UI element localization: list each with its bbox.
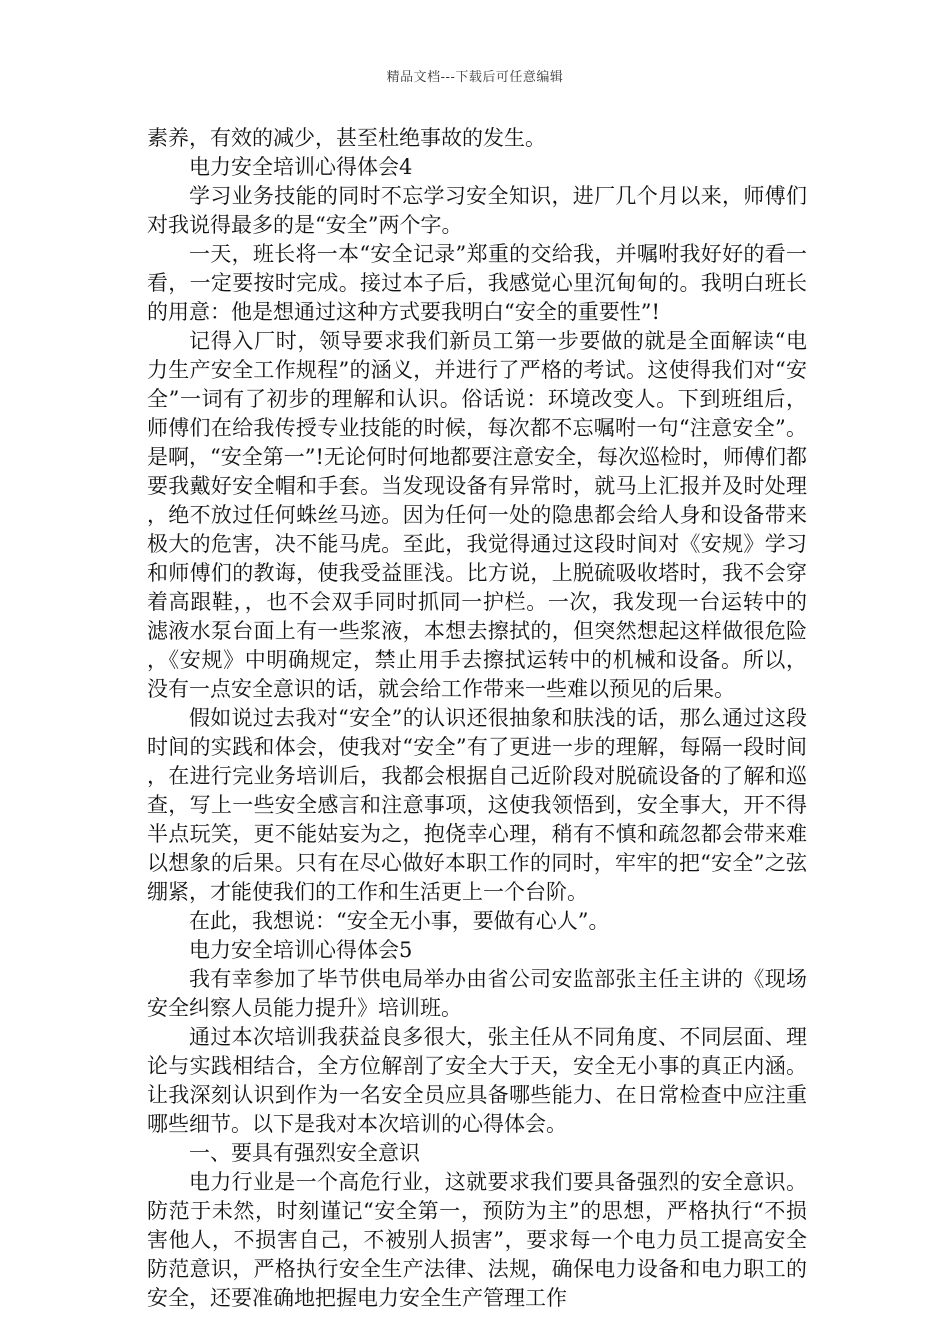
paragraph-6: 在此，我想说：“安全无小事，要做有心人”。 — [189, 909, 610, 933]
paragraph-5: 假如说过去我对“安全”的认识还很抽象和肤浅的话，那么通过这段时间的实践和体会，使我对“安全”有了更进一步的理解，每隔一段时间，在进行完业务培训后，我都会根据自己近阶段对脱硫设备的了解和巡查，写上一些安全感言和注意事项，这使我领悟到，安全事大，开不得半点玩笑，更不能姑妄为之，抱侥幸心理，稍有不慎和疏忽都会带来难以想象的后果。只有在尽心做好本职工作的同时，牢牢的把“安全”之弦绷紧，才能使我们的工作和生活更上一个台阶。 — [147, 706, 807, 904]
page-header: 精品文档---下载后可任意编辑 — [386, 70, 564, 85]
paragraph-4: 记得入厂时，领导要求我们新员工第一步要做的就是全面解读“电力生产安全工作规程”的涵义，并进行了严格的考试。这使得我们对“安全”一词有了初步的理解和认识。俗话说：环境改变人。下到班组后，师傅们在给我传授专业技能的时候，每次都不忘嘱咐一句“注意安全”。是啊，“安全第一”!无论何时何地都要注意安全，每次巡检时，师傅们都要我戴好安全帽和手套。当发现设备有异常时，就马上汇报并及时处理，绝不放过任何蛛丝马迹。因为任何一处的隐患都会给人身和设备带来极大的危害，决不能马虎。至此，我觉得通过这段时间对《安规》学习和师傅们的教诲，使我受益匪浅。比方说，上脱硫吸收塔时，我不会穿着高跟鞋，，也不会双手同时抓同一护栏。一次，我发现一台运转中的滤液水泵台面上有一些浆液，本想去擦拭的，但突然想起这样做很危险，《安规》中明确规定，禁止用手去擦拭运转中的机械和设备。所以，没有一点安全意识的话，就会给工作带来一些难以预见的后果。 — [147, 329, 807, 701]
paragraph-1: 素养，有效的减少，甚至杜绝事故的发生。 — [147, 126, 546, 150]
subheading-1: 一、要具有强烈安全意识 — [189, 1141, 420, 1165]
paragraph-3: 一天，班长将一本“安全记录”郑重的交给我，并嘱咐我好好的看一看，一定要按时完成。接过本子后，我感觉心里沉甸甸的。我明白班长的用意：他是想通过这种方式要我明白“安全的重要性”! — [147, 242, 807, 324]
paragraph-2: 学习业务技能的同时不忘学习安全知识，进厂几个月以来，师傅们对我说得最多的是“安全”两个字。 — [147, 184, 807, 237]
section-heading-4: 电力安全培训心得体会4 — [189, 155, 413, 179]
document-body — [147, 124, 807, 1313]
paragraph-8: 通过本次培训我获益良多很大，张主任从不同角度、不同层面、理论与实践相结合，全方位解剖了安全大于天，安全无小事的真正内涵。让我深刻认识到作为一名安全员应具备哪些能力、在日常检查中应注重哪些细节。以下是我对本次培训的心得体会。 — [147, 1025, 807, 1136]
paragraph-9: 电力行业是一个高危行业，这就要求我们要具备强烈的安全意识。防范于未然，时刻谨记“安全第一，预防为主”的思想，严格执行“不损害他人，不损害自己，不被别人损害”，要求每一个电力员工提高安全防范意识，严格执行安全生产法律、法规，确保电力设备和电力职工的安全，还要准确地把握电力安全生产管理工作 — [147, 1170, 807, 1310]
paragraph-7: 我有幸参加了毕节供电局举办由省公司安监部张主任主讲的《现场安全纠察人员能力提升》培训班。 — [147, 967, 807, 1020]
section-heading-5: 电力安全培训心得体会5 — [189, 938, 413, 962]
